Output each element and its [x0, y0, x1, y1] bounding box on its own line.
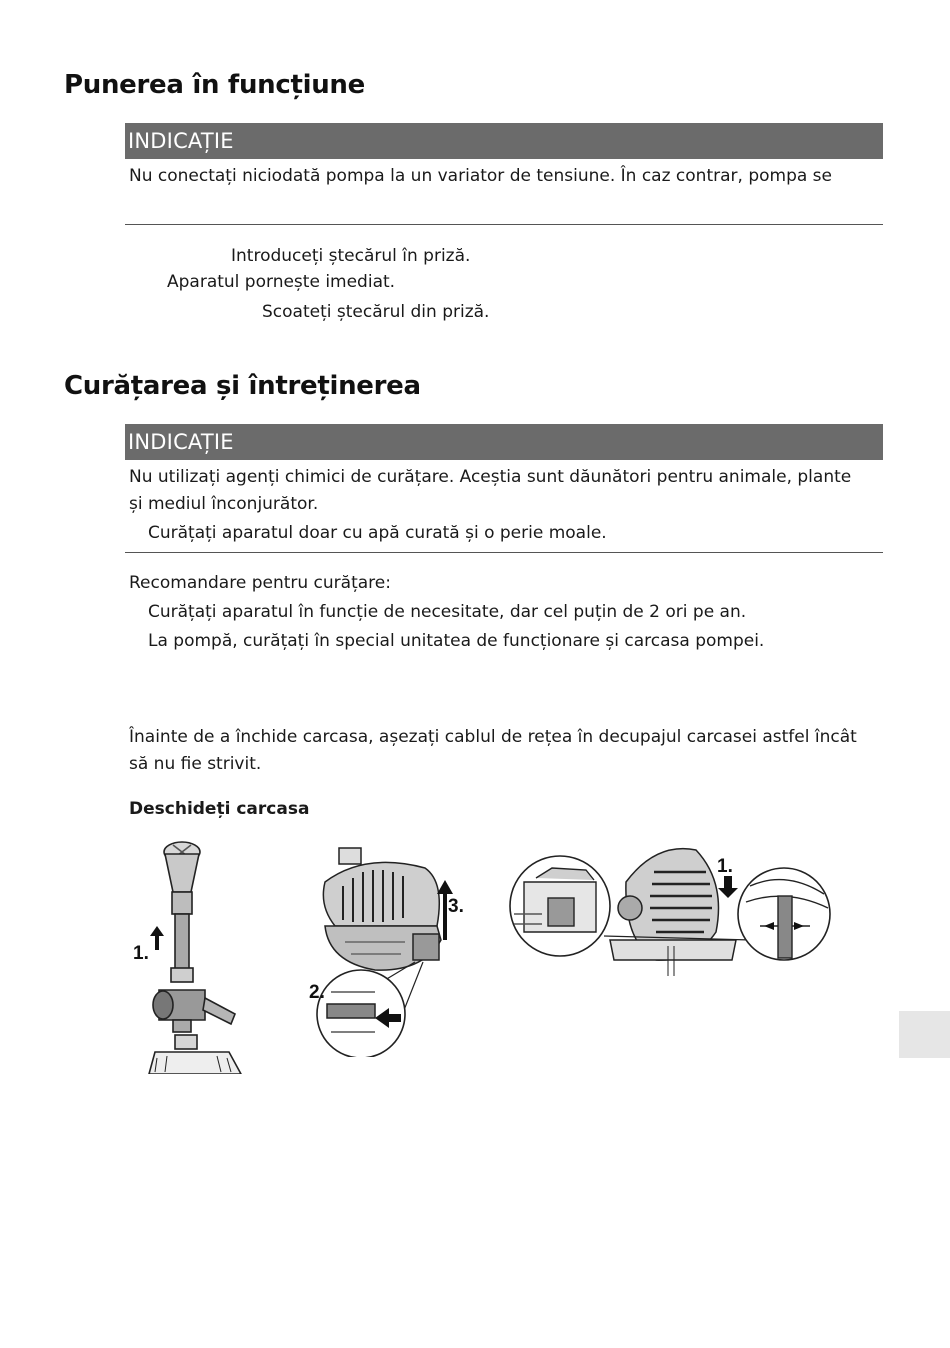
step-plug-in: Introduceți ștecărul în priză. [231, 246, 471, 266]
step-number: 2. [309, 982, 325, 1003]
cable-note-line1: Înainte de a închide carcasa, așezați cablul de rețea în decupajul carcasei astfel încât [129, 727, 857, 747]
notice-instruction: Curățați aparatul doar cu apă curată și o perie moale. [148, 523, 607, 543]
illustration-open-housing [305, 842, 475, 1057]
page-side-tab [899, 1011, 950, 1058]
notice-label: INDICAȚIE [125, 123, 883, 159]
recommendation-title: Recomandare pentru curățare: [129, 573, 391, 593]
step-device-starts: Aparatul pornește imediat. [167, 272, 396, 292]
section-title-cleaning: Curățarea și întreținerea [64, 371, 421, 401]
notice-text-line2: și mediul înconjurător. [129, 494, 319, 514]
section-title-commissioning: Punerea în funcțiune [64, 70, 365, 100]
cable-note-line2: să nu fie strivit. [129, 754, 262, 774]
notice-text-line1: Nu utilizați agenți chimici de curățare. Aceștia sunt dăunători pentru animale, plante [129, 467, 852, 487]
divider [125, 224, 883, 225]
illustration-pipe-removal [125, 838, 255, 1074]
step-number: 3. [448, 896, 464, 917]
recommendation-item: La pompă, curățați în special unitatea de funcționare și carcasa pompei. [148, 631, 765, 651]
step-unplug: Scoateți ștecărul din priză. [262, 302, 490, 322]
step-number: 1. [133, 943, 149, 964]
illustration-cable-guide [506, 842, 836, 982]
notice-label: INDICAȚIE [125, 424, 883, 460]
recommendation-item: Curățați aparatul în funcție de necesitate, dar cel puțin de 2 ori pe an. [148, 602, 747, 622]
subheading-open-housing: Deschideți carcasa [129, 799, 310, 819]
step-number: 1. [717, 856, 733, 877]
divider [125, 552, 883, 553]
notice-text: Nu conectați niciodată pompa la un variator de tensiune. În caz contrar, pompa se [129, 166, 832, 186]
